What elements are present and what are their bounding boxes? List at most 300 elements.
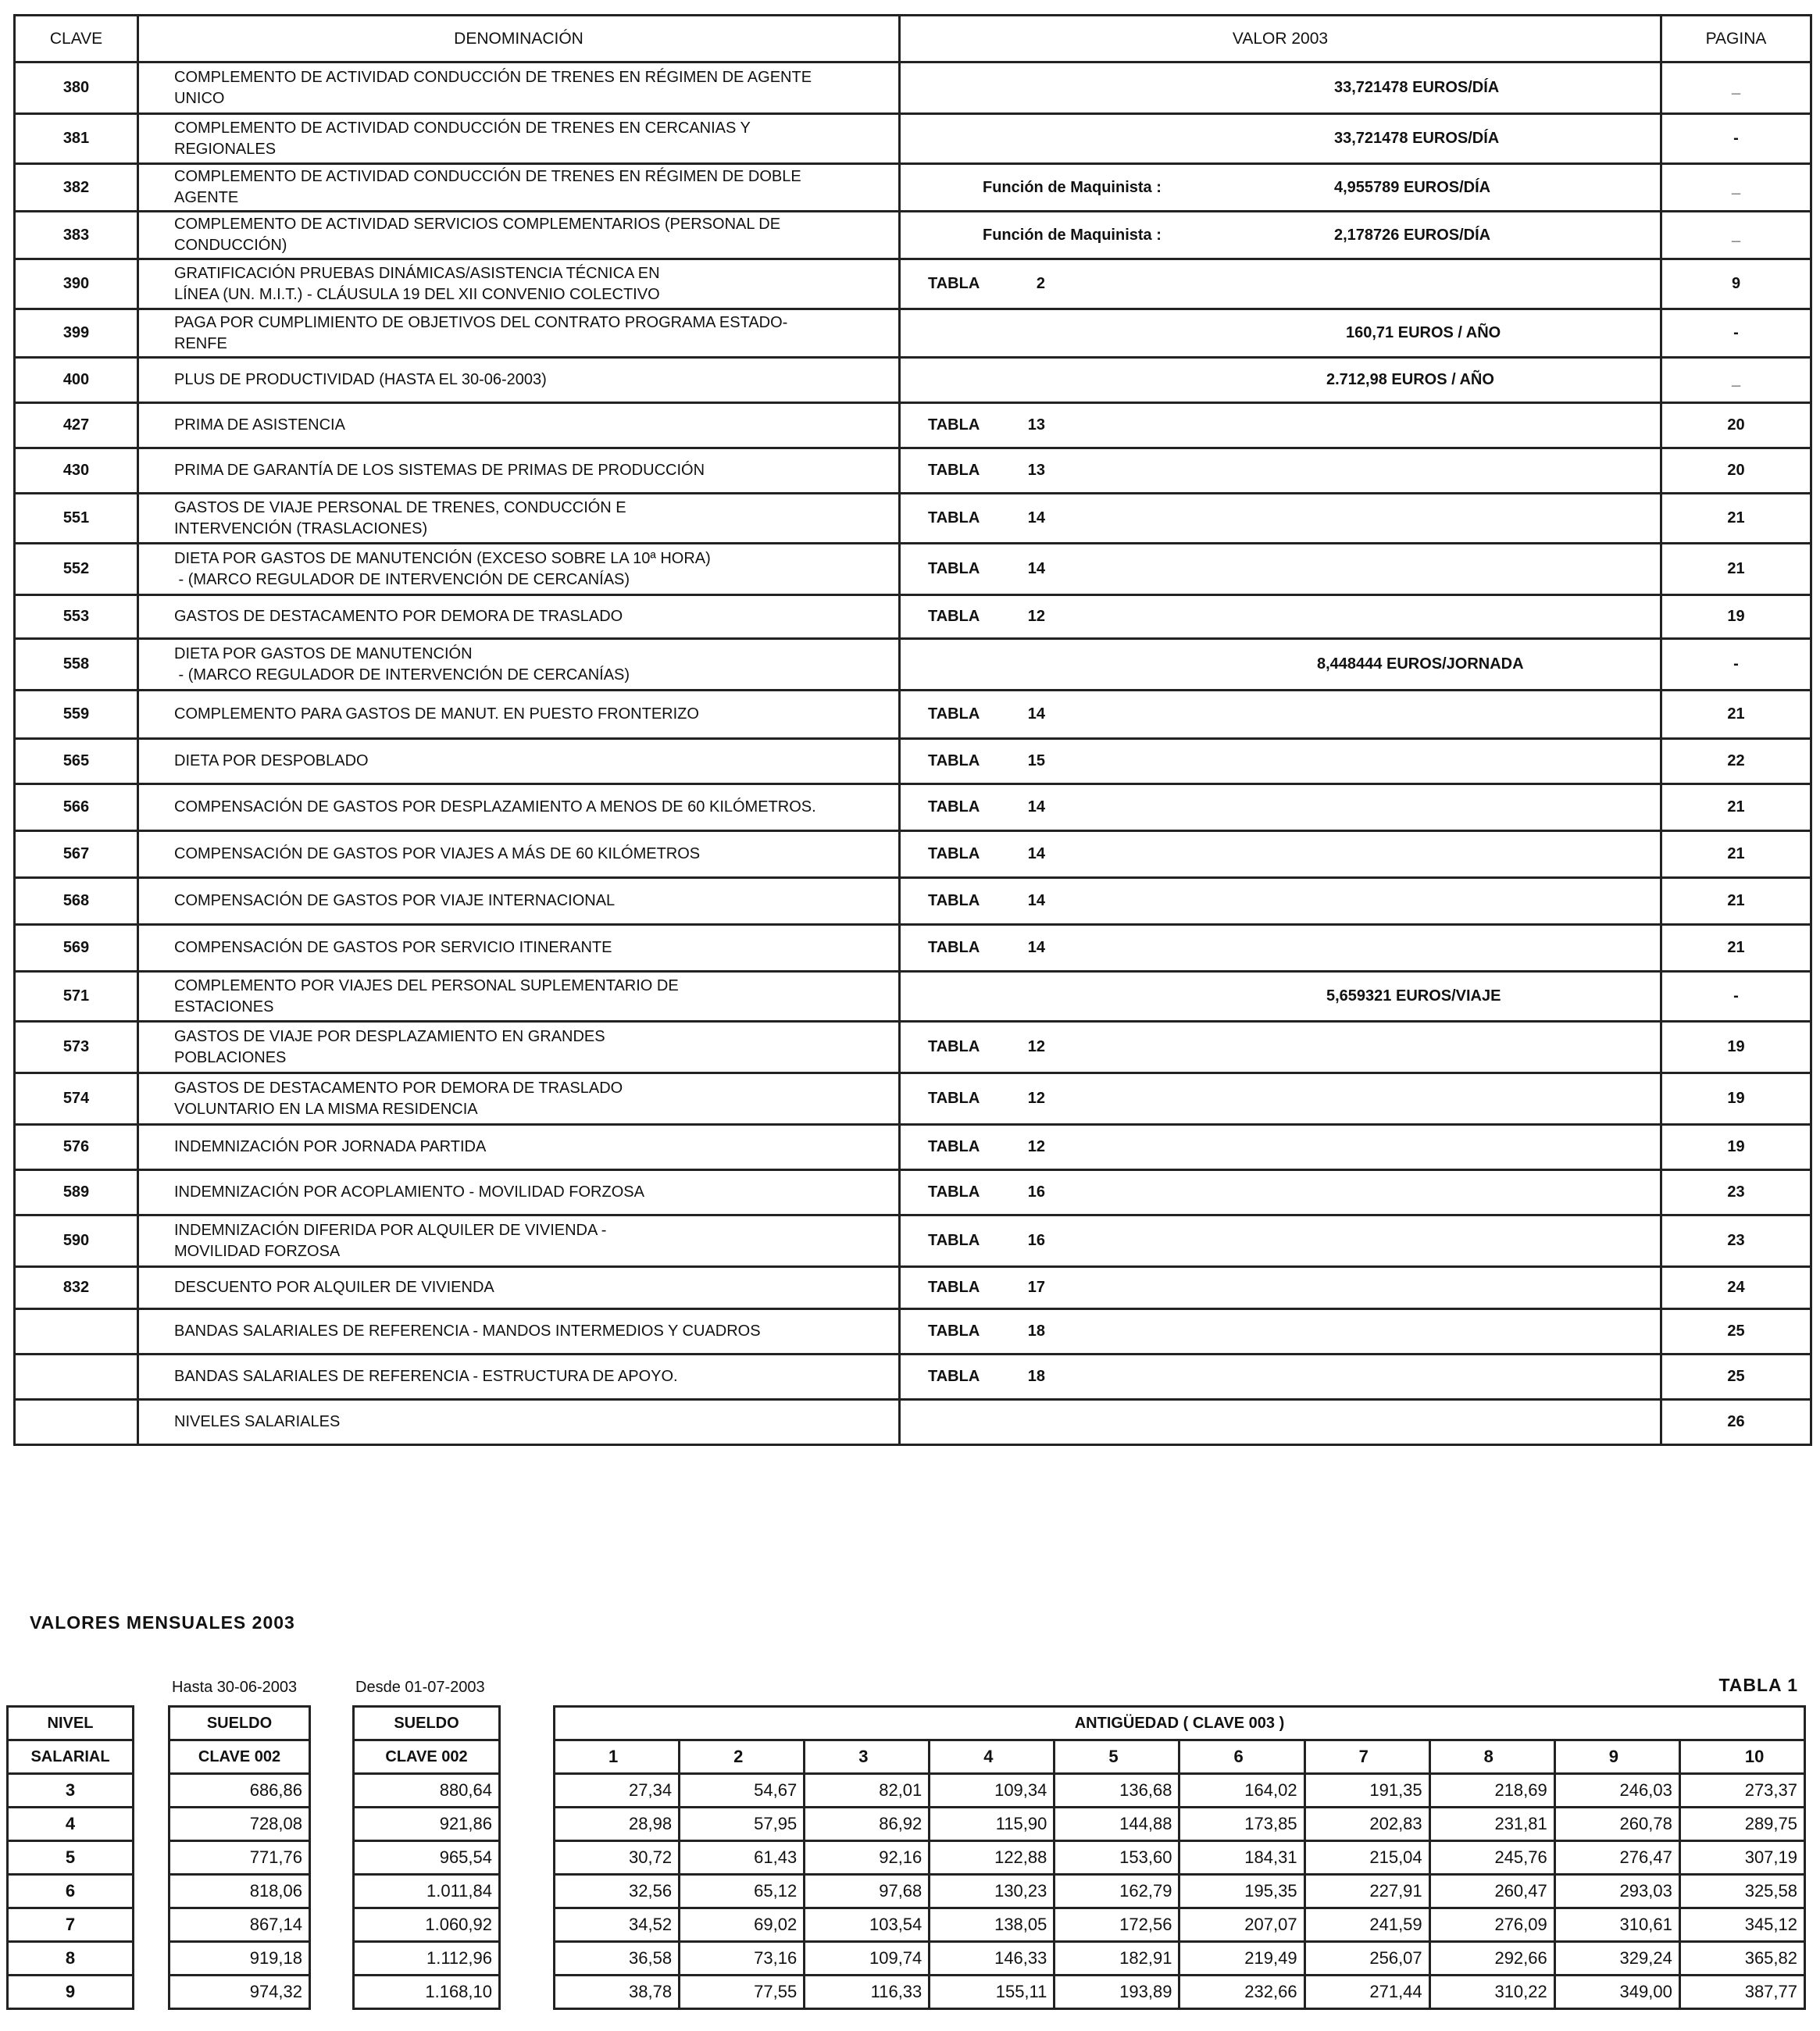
clave-cell — [15, 1400, 138, 1445]
valor-cell — [900, 212, 1661, 259]
tabla-number: 13 — [1027, 416, 1045, 434]
header-valor: VALOR 2003 — [900, 16, 1661, 62]
valor-cell — [900, 1073, 1661, 1125]
antiguedad-col-header: 1 — [555, 1740, 680, 1774]
denominacion-line-1: INDEMNIZACIÓN DIFERIDA POR ALQUILER DE VIVIENDA - — [174, 1221, 607, 1239]
tabla-label: TABLA — [928, 275, 980, 292]
denominacion-line-2: UNICO — [174, 89, 225, 107]
denominacion-line-2: RENFE — [174, 334, 227, 352]
denominacion-line-1: GASTOS DE DESTACAMENTO POR DEMORA DE TRASLADO — [174, 608, 623, 625]
pagina-cell: 9 — [1661, 259, 1811, 309]
tabla-label: TABLA — [928, 560, 980, 577]
sueldo-desde-cell: 1.011,84 — [354, 1875, 500, 1908]
denominacion-cell — [138, 448, 900, 494]
valor-cell — [900, 1400, 1661, 1445]
clave-cell — [15, 1355, 138, 1400]
table-row — [555, 1808, 1805, 1841]
pagina-cell: 19 — [1661, 1022, 1811, 1073]
denominacion-line-1: BANDAS SALARIALES DE REFERENCIA - ESTRUCTURA DE APOYO. — [174, 1368, 678, 1385]
table-row — [8, 1976, 134, 2009]
denominacion-cell — [138, 831, 900, 878]
antiguedad-col-header: 7 — [1304, 1740, 1429, 1774]
valor-cell — [900, 448, 1661, 494]
nivel-cell: 5 — [8, 1841, 134, 1875]
clave-cell: 382 — [15, 164, 138, 212]
table-row — [354, 1875, 500, 1908]
sueldo-desde-cell: 880,64 — [354, 1774, 500, 1808]
table-row — [15, 358, 1811, 403]
table-row — [354, 1976, 500, 2009]
tabla-number: 17 — [1027, 1279, 1045, 1296]
tabla-label: TABLA — [928, 1279, 980, 1296]
denominacion-cell — [138, 544, 900, 595]
clave-cell — [15, 1309, 138, 1355]
nivel-cell: 4 — [8, 1808, 134, 1841]
table-row — [8, 1774, 134, 1808]
denominacion-cell — [138, 164, 900, 212]
conceptos-body — [15, 62, 1811, 1445]
tabla-label: TABLA — [928, 845, 980, 862]
sueldo-desde-cell: 921,86 — [354, 1808, 500, 1841]
pagina-cell: 26 — [1661, 1400, 1811, 1445]
antiguedad-col-header: 9 — [1554, 1740, 1679, 1774]
denominacion-line-1: COMPENSACIÓN DE GASTOS POR SERVICIO ITINERANTE — [174, 939, 612, 956]
valor-cell — [900, 1170, 1661, 1215]
antiguedad-cell: 227,91 — [1304, 1875, 1429, 1908]
clave-cell: 427 — [15, 403, 138, 448]
antiguedad-cell: 289,75 — [1679, 1808, 1804, 1841]
table-row — [15, 114, 1811, 164]
nivel-header: NIVEL — [8, 1707, 134, 1740]
clave-cell: 399 — [15, 309, 138, 358]
tabla-number: 14 — [1027, 560, 1045, 577]
antiguedad-cell: 34,52 — [555, 1908, 680, 1942]
antiguedad-cell: 109,34 — [930, 1774, 1055, 1808]
table-row — [15, 739, 1811, 784]
clave-cell: 569 — [15, 925, 138, 972]
tabla-label: TABLA — [928, 1322, 980, 1340]
table-row — [8, 1908, 134, 1942]
antiguedad-cell: 38,78 — [555, 1976, 680, 2009]
denominacion-cell — [138, 1355, 900, 1400]
tabla-number: 14 — [1027, 892, 1045, 909]
valor-cell — [900, 544, 1661, 595]
table-row — [555, 1942, 1805, 1976]
clave-cell: 381 — [15, 114, 138, 164]
tabla-number: 2 — [1036, 275, 1045, 292]
denominacion-line-1: COMPLEMENTO PARA GASTOS DE MANUT. EN PUESTO FRONTERIZO — [174, 705, 699, 723]
antiguedad-cell: 136,68 — [1055, 1774, 1179, 1808]
tabla-number: 14 — [1027, 798, 1045, 816]
table-row — [8, 1875, 134, 1908]
antiguedad-cell: 36,58 — [555, 1942, 680, 1976]
valor-cell — [900, 972, 1661, 1022]
tabla-number: 18 — [1027, 1368, 1045, 1385]
antiguedad-cell: 69,02 — [680, 1908, 805, 1942]
funcion-label: Función de Maquinista : — [983, 226, 1162, 244]
table-row — [15, 1309, 1811, 1355]
nivel-cell: 8 — [8, 1942, 134, 1976]
denominacion-cell — [138, 595, 900, 639]
denominacion-cell — [138, 1215, 900, 1267]
antiguedad-col-header: 2 — [680, 1740, 805, 1774]
clave-cell: 430 — [15, 448, 138, 494]
denominacion-line-1: GASTOS DE VIAJE POR DESPLAZAMIENTO EN GRANDES — [174, 1027, 605, 1045]
tabla-label: TABLA — [928, 608, 980, 625]
antiguedad-cell: 77,55 — [680, 1976, 805, 2009]
tabla-label: TABLA — [928, 939, 980, 956]
tabla-label: TABLA — [928, 416, 980, 434]
denominacion-line-2: MOVILIDAD FORZOSA — [174, 1242, 341, 1260]
sueldo-hasta-cell: 771,76 — [170, 1841, 310, 1875]
pagina-cell: _ — [1661, 164, 1811, 212]
denominacion-cell — [138, 1170, 900, 1215]
table-row — [15, 62, 1811, 114]
antiguedad-cell: 109,74 — [805, 1942, 930, 1976]
antiguedad-cell: 273,37 — [1679, 1774, 1804, 1808]
valor-cell — [900, 1355, 1661, 1400]
antiguedad-cell: 293,03 — [1554, 1875, 1679, 1908]
valor-cell — [900, 1215, 1661, 1267]
clave-cell: 400 — [15, 358, 138, 403]
antiguedad-cell: 307,19 — [1679, 1841, 1804, 1875]
tabla-number: 14 — [1027, 845, 1045, 862]
tabla-number: 14 — [1027, 939, 1045, 956]
denominacion-cell — [138, 494, 900, 544]
valor-cell — [900, 595, 1661, 639]
tabla-label: TABLA — [928, 752, 980, 769]
table-row — [15, 494, 1811, 544]
clave-cell: 390 — [15, 259, 138, 309]
sueldo-hasta-cell: 818,06 — [170, 1875, 310, 1908]
denominacion-line-1: PLUS DE PRODUCTIVIDAD (HASTA EL 30-06-2003) — [174, 371, 547, 388]
table-row — [8, 1942, 134, 1976]
table-row — [15, 878, 1811, 925]
valor-amount: 5,659321 EUROS/VIAJE — [1326, 987, 1501, 1005]
tabla-1-label: TABLA 1 — [1718, 1675, 1798, 1695]
table-row — [555, 1976, 1805, 2009]
valor-cell — [900, 1125, 1661, 1170]
desde-label: Desde 01-07-2003 — [355, 1679, 485, 1696]
denominacion-cell — [138, 739, 900, 784]
denominacion-line-2: LÍNEA (UN. M.I.T.) - CLÁUSULA 19 DEL XII CONVENIO COLECTIVO — [174, 285, 660, 303]
denominacion-line-2: CONDUCCIÓN) — [174, 237, 287, 254]
valor-cell — [900, 925, 1661, 972]
sueldo-desde-cell: 1.112,96 — [354, 1942, 500, 1976]
tabla-label: TABLA — [928, 1183, 980, 1201]
antiguedad-cell: 86,92 — [805, 1808, 930, 1841]
table-row — [15, 448, 1811, 494]
table-row — [170, 1875, 310, 1908]
valor-cell — [900, 259, 1661, 309]
antiguedad-cell: 276,09 — [1429, 1908, 1554, 1942]
sueldo-header: SUELDO — [170, 1707, 310, 1740]
tabla-label: TABLA — [928, 1038, 980, 1055]
clave-cell: 558 — [15, 639, 138, 691]
denominacion-cell — [138, 1267, 900, 1309]
table-row — [15, 212, 1811, 259]
antiguedad-cell: 349,00 — [1554, 1976, 1679, 2009]
table-row — [8, 1808, 134, 1841]
pagina-cell: 25 — [1661, 1355, 1811, 1400]
antiguedad-cell: 92,16 — [805, 1841, 930, 1875]
pagina-cell: 23 — [1661, 1170, 1811, 1215]
denominacion-line-1: COMPLEMENTO POR VIAJES DEL PERSONAL SUPLEMENTARIO DE — [174, 976, 679, 994]
table-row — [15, 595, 1811, 639]
valor-amount: 2,178726 EUROS/DÍA — [1334, 226, 1491, 244]
antiguedad-cell: 193,89 — [1055, 1976, 1179, 2009]
table-row — [555, 1908, 1805, 1942]
sueldo-hasta-table — [168, 1705, 311, 2010]
antiguedad-cell: 260,78 — [1554, 1808, 1679, 1841]
denominacion-line-2: INTERVENCIÓN (TRASLACIONES) — [174, 519, 428, 537]
denominacion-line-1: BANDAS SALARIALES DE REFERENCIA - MANDOS INTERMEDIOS Y CUADROS — [174, 1322, 761, 1340]
denominacion-line-1: INDEMNIZACIÓN POR JORNADA PARTIDA — [174, 1138, 487, 1155]
pagina-cell: 21 — [1661, 878, 1811, 925]
denominacion-cell — [138, 212, 900, 259]
denominacion-line-2: REGIONALES — [174, 140, 277, 158]
denominacion-line-1: GASTOS DE DESTACAMENTO POR DEMORA DE TRASLADO — [174, 1079, 623, 1097]
antiguedad-cell: 144,88 — [1055, 1808, 1179, 1841]
clave-cell: 551 — [15, 494, 138, 544]
antiguedad-cell: 365,82 — [1679, 1942, 1804, 1976]
table-row — [15, 1355, 1811, 1400]
tabla-number: 12 — [1027, 608, 1045, 625]
pagina-cell: _ — [1661, 62, 1811, 114]
sueldo-hasta-cell: 867,14 — [170, 1908, 310, 1942]
denominacion-line-2: - (MARCO REGULADOR DE INTERVENCIÓN DE CERCANÍAS) — [174, 570, 630, 588]
tabla-number: 16 — [1027, 1183, 1045, 1201]
denominacion-line-1: COMPENSACIÓN DE GASTOS POR VIAJE INTERNACIONAL — [174, 892, 616, 909]
tabla-number: 15 — [1027, 752, 1045, 769]
antiguedad-cell: 215,04 — [1304, 1841, 1429, 1875]
denominacion-line-1: COMPENSACIÓN DE GASTOS POR DESPLAZAMIENTO A MENOS DE 60 KILÓMETROS. — [174, 798, 816, 816]
clave-cell: 559 — [15, 691, 138, 739]
denominacion-line-1: COMPLEMENTO DE ACTIVIDAD CONDUCCIÓN DE TRENES EN RÉGIMEN DE DOBLE — [174, 168, 801, 185]
sueldo-hasta-cell: 919,18 — [170, 1942, 310, 1976]
valor-cell — [900, 878, 1661, 925]
antiguedad-cell: 153,60 — [1055, 1841, 1179, 1875]
table-row — [555, 1875, 1805, 1908]
denominacion-line-1: DIETA POR DESPOBLADO — [174, 752, 369, 769]
antiguedad-columns-row — [555, 1740, 1805, 1774]
antiguedad-cell: 164,02 — [1179, 1774, 1304, 1808]
valor-cell — [900, 1267, 1661, 1309]
antiguedad-cell: 28,98 — [555, 1808, 680, 1841]
clave-cell: 567 — [15, 831, 138, 878]
pagina-cell: _ — [1661, 212, 1811, 259]
denominacion-cell — [138, 784, 900, 831]
valor-cell — [900, 358, 1661, 403]
conceptos-table — [13, 14, 1812, 1446]
antiguedad-cell: 115,90 — [930, 1808, 1055, 1841]
tabla-number: 14 — [1027, 509, 1045, 526]
antiguedad-cell: 219,49 — [1179, 1942, 1304, 1976]
pagina-cell: 25 — [1661, 1309, 1811, 1355]
valor-cell — [900, 1309, 1661, 1355]
clave-cell: 589 — [15, 1170, 138, 1215]
antiguedad-cell: 195,35 — [1179, 1875, 1304, 1908]
sueldo-desde-cell: 965,54 — [354, 1841, 500, 1875]
table-row — [354, 1774, 500, 1808]
pagina-cell: _ — [1661, 358, 1811, 403]
clave-cell: 568 — [15, 878, 138, 925]
valor-cell — [900, 831, 1661, 878]
sueldo-hasta-cell: 686,86 — [170, 1774, 310, 1808]
tabla-label: TABLA — [928, 1138, 980, 1155]
table-row — [354, 1942, 500, 1976]
denominacion-line-2: - (MARCO REGULADOR DE INTERVENCIÓN DE CERCANÍAS) — [174, 666, 630, 684]
antiguedad-cell: 173,85 — [1179, 1808, 1304, 1841]
table-row — [15, 1170, 1811, 1215]
antiguedad-cell: 310,22 — [1429, 1976, 1554, 2009]
nivel-cell: 6 — [8, 1875, 134, 1908]
valor-cell — [900, 784, 1661, 831]
table-row — [15, 925, 1811, 972]
antiguedad-cell: 73,16 — [680, 1942, 805, 1976]
denominacion-line-2: VOLUNTARIO EN LA MISMA RESIDENCIA — [174, 1100, 478, 1118]
antiguedad-cell: 276,47 — [1554, 1841, 1679, 1875]
antiguedad-cell: 182,91 — [1055, 1942, 1179, 1976]
antiguedad-cell: 97,68 — [805, 1875, 930, 1908]
table-row — [15, 784, 1811, 831]
sueldo-desde-table — [352, 1705, 501, 2010]
nivel-cell: 7 — [8, 1908, 134, 1942]
table-row — [15, 1125, 1811, 1170]
antiguedad-col-header: 5 — [1055, 1740, 1179, 1774]
tabla-number: 14 — [1027, 705, 1045, 723]
denominacion-cell — [138, 358, 900, 403]
valor-cell — [900, 691, 1661, 739]
tabla-number: 12 — [1027, 1038, 1045, 1055]
pagina-cell: 22 — [1661, 739, 1811, 784]
sueldo-hasta-cell: 974,32 — [170, 1976, 310, 2009]
pagina-cell: - — [1661, 114, 1811, 164]
pagina-cell: 21 — [1661, 784, 1811, 831]
antiguedad-cell: 184,31 — [1179, 1841, 1304, 1875]
denominacion-cell — [138, 259, 900, 309]
tabla-number: 18 — [1027, 1322, 1045, 1340]
antiguedad-col-header: 10 — [1679, 1740, 1804, 1774]
table-row — [15, 639, 1811, 691]
valor-cell — [900, 1022, 1661, 1073]
pagina-cell: 21 — [1661, 691, 1811, 739]
pagina-cell: 24 — [1661, 1267, 1811, 1309]
tabla-number: 16 — [1027, 1232, 1045, 1249]
clave-cell: 571 — [15, 972, 138, 1022]
table-row — [354, 1908, 500, 1942]
antiguedad-cell: 57,95 — [680, 1808, 805, 1841]
pagina-cell: 20 — [1661, 448, 1811, 494]
denominacion-line-1: COMPENSACIÓN DE GASTOS POR VIAJES A MÁS DE 60 KILÓMETROS — [174, 845, 701, 862]
antiguedad-cell: 207,07 — [1179, 1908, 1304, 1942]
table-row — [8, 1841, 134, 1875]
pagina-cell: 21 — [1661, 925, 1811, 972]
antiguedad-cell: 30,72 — [555, 1841, 680, 1875]
pagina-cell: - — [1661, 972, 1811, 1022]
antiguedad-cell: 231,81 — [1429, 1808, 1554, 1841]
valor-cell — [900, 164, 1661, 212]
table-row — [170, 1841, 310, 1875]
table-row — [15, 691, 1811, 739]
sueldo-desde-cell: 1.168,10 — [354, 1976, 500, 2009]
antiguedad-cell: 218,69 — [1429, 1774, 1554, 1808]
table-row — [170, 1774, 310, 1808]
table-row — [15, 544, 1811, 595]
table-row — [170, 1808, 310, 1841]
valor-amount: 33,721478 EUROS/DÍA — [1334, 130, 1500, 147]
denominacion-line-1: DIETA POR GASTOS DE MANUTENCIÓN — [174, 644, 473, 662]
valor-cell — [900, 403, 1661, 448]
valor-cell — [900, 639, 1661, 691]
antiguedad-cell: 345,12 — [1679, 1908, 1804, 1942]
antiguedad-cell: 191,35 — [1304, 1774, 1429, 1808]
tabla-label: TABLA — [928, 462, 980, 479]
valor-amount: 2.712,98 EUROS / AÑO — [1326, 371, 1494, 388]
antiguedad-cell: 155,11 — [930, 1976, 1055, 2009]
table-row — [354, 1841, 500, 1875]
table-row — [354, 1808, 500, 1841]
funcion-label: Función de Maquinista : — [983, 178, 1162, 196]
clave-cell: 565 — [15, 739, 138, 784]
denominacion-line-2: ESTACIONES — [174, 998, 274, 1016]
section-title: VALORES MENSUALES 2003 — [30, 1612, 295, 1633]
valor-cell — [900, 309, 1661, 358]
sueldo-desde-cell: 1.060,92 — [354, 1908, 500, 1942]
denominacion-cell — [138, 114, 900, 164]
clave-cell: 576 — [15, 1125, 138, 1170]
antiguedad-cell: 387,77 — [1679, 1976, 1804, 2009]
table-row — [15, 1267, 1811, 1309]
table-row — [15, 403, 1811, 448]
antiguedad-cell: 232,66 — [1179, 1976, 1304, 2009]
table-row — [15, 164, 1811, 212]
antiguedad-cell: 61,43 — [680, 1841, 805, 1875]
denominacion-cell — [138, 1309, 900, 1355]
denominacion-cell — [138, 1125, 900, 1170]
denominacion-line-1: DESCUENTO POR ALQUILER DE VIVIENDA — [174, 1279, 494, 1296]
denominacion-line-1: INDEMNIZACIÓN POR ACOPLAMIENTO - MOVILIDAD FORZOSA — [174, 1183, 644, 1201]
table-row — [15, 1073, 1811, 1125]
clave-cell: 566 — [15, 784, 138, 831]
valor-amount: 33,721478 EUROS/DÍA — [1334, 79, 1500, 96]
denominacion-line-1: COMPLEMENTO DE ACTIVIDAD CONDUCCIÓN DE TRENES EN CERCANIAS Y — [174, 119, 751, 137]
tabla-label: TABLA — [928, 705, 980, 723]
tabla-number: 12 — [1027, 1138, 1045, 1155]
pagina-cell: 21 — [1661, 544, 1811, 595]
table-row — [170, 1976, 310, 2009]
table-row — [555, 1841, 1805, 1875]
denominacion-line-1: GRATIFICACIÓN PRUEBAS DINÁMICAS/ASISTENCIA TÉCNICA EN — [174, 264, 660, 282]
pagina-cell: 19 — [1661, 595, 1811, 639]
salarial-header: SALARIAL — [8, 1740, 134, 1774]
tabla-number: 12 — [1027, 1090, 1045, 1107]
table-row — [170, 1908, 310, 1942]
hasta-label: Hasta 30-06-2003 — [172, 1679, 298, 1696]
valor-amount: 4,955789 EUROS/DÍA — [1334, 178, 1491, 196]
header-pagina: PAGINA — [1661, 16, 1811, 62]
denominacion-line-1: COMPLEMENTO DE ACTIVIDAD SERVICIOS COMPLEMENTARIOS (PERSONAL DE — [174, 216, 781, 233]
clave-cell: 590 — [15, 1215, 138, 1267]
table-row — [15, 1215, 1811, 1267]
header-denominacion: DENOMINACIÓN — [138, 16, 900, 62]
denominacion-line-1: COMPLEMENTO DE ACTIVIDAD CONDUCCIÓN DE TRENES EN RÉGIMEN DE AGENTE — [174, 68, 812, 86]
tabla-label: TABLA — [928, 798, 980, 816]
antiguedad-cell: 256,07 — [1304, 1942, 1429, 1976]
clave-cell: 573 — [15, 1022, 138, 1073]
sueldo-header: SUELDO — [354, 1707, 500, 1740]
table-row — [15, 972, 1811, 1022]
